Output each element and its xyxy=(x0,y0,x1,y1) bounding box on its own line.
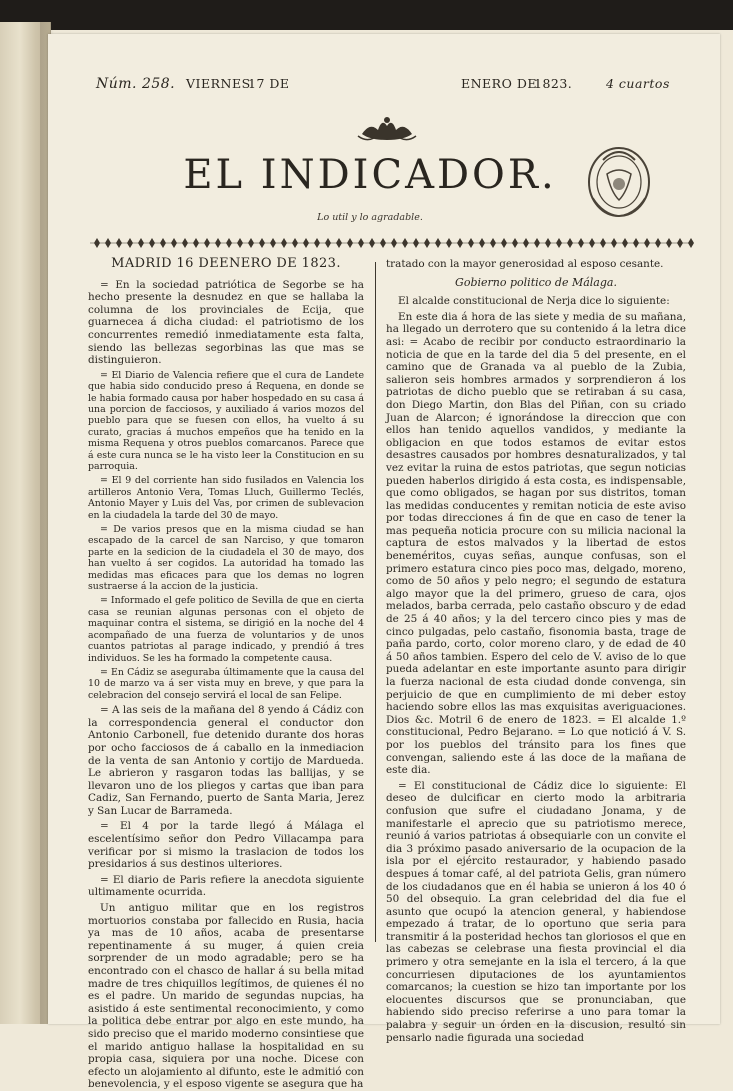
article-paragraph: El alcalde constitucional de Nerja dice lo siguiente: xyxy=(398,295,670,308)
issue-date: 17 DE xyxy=(248,76,290,91)
article-paragraph: = A las seis de la mañana del 8 yendo á Cádiz con la correspondencia general el conductor don Antonio Carbonell, fue detenido durante dos horas por ocho facciosos de á caballo en la inmediacion de la venta de san Antonio y cortijo de Mardueda. Le abrieron y rasgaron todas las ballijas, y se llevaron uno de los pliegos y cartas que iban para Cadiz, San Fernando, puerto de Santa Maria, Jerez y San Lucar de Barrameda. xyxy=(88,704,364,817)
fleuron-mark xyxy=(402,238,408,248)
fleuron-mark xyxy=(105,238,111,248)
article-paragraph: = En la sociedad patriótica de Segorbe se ha hecho presente la desnudez en que se hallaba la columna de los provinciales de Ecija, que guarnecea á dicha ciudad: el patriotismo de los concurrentes remedió inmediatamente esta falta, siendo las bellezas segorbinas las que mas se distinguieron. xyxy=(88,278,364,367)
fleuron-mark xyxy=(369,238,375,248)
article-paragraph: En este dia á hora de las siete y media de su mañana, ha llegado un derrotero que su contenido á la letra dice asi: = Acabo de recibir por conducto estraordinario la noticia de que en la tarde del dia 5 del presente, en el camino que de Granada va al pueblo de la Zubia, salieron seis hombres armados y sorprendieron á los patriotas de dicho pueblo que se retiraban á su casa, don Diego Martin, don Blas del Piñan, con su criado Juan de Alarcon; é ignorándose la direccion que con ellos han tenido aquellos vandidos, y mediante la obligacion en que todos estamos de evitar estos desastres causados por hombres desnaturalizados, y tal vez evitar la ruina de estos patriotas, que segun noticias pueden haberlos dirigido á esta costa, es indispensable, que como obligados, se hagan por sus distritos, toman las medidas conducentes y remitan noticia de este aviso por todas direcciones á fin de que en caso de tener la mas pequeña noticia procure con su milicia nacional la captura de estos malvados y la libertad de estos beneméritos, cuyas señas, aunque confusas, son el primero estatura cinco pies poco mas, delgado, moreno, como de 50 años y pelo negro; el segundo de estatura algo mayor que la del primero, grueso de cara, ojos melados, barba cerrada, pelo castaño obscuro y de edad de 25 á 40 años; y la del tercero cinco pies y mas de cinco pulgadas, pelo castaño, fisonomia basta, trage de paña pardo, corto, color moreno claro, y de edad de 40 á 50 años tambien. Espero del celo de V. aviso de lo que pueda adelantar en este importante asunto para dirigir la fuerza nacional de esta ciudad donde convenga, sin perjuicio de que en cumplimiento de mi deber estoy haciendo sobre ellos las mas exquisitas averiguaciones. Dios &c. Motril 6 de enero de 1823. = El alcalde 1.º constitucional, Pedro Bejarano. = Lo que notició á V. S. por los pueblos del tránsito para los fines que convengan, saliendo este á las doce de la mañana de este dia. xyxy=(386,310,686,777)
article-paragraph: = El 4 por la tarde llegó á Málaga el escelentísimo señor don Pedro Villacampa para verificar por si mismo la traslacion de todos los presidarios á sus destinos ulteriores. xyxy=(88,820,364,871)
fleuron-mark xyxy=(677,238,683,248)
fleuron-mark xyxy=(556,238,562,248)
fleuron-mark xyxy=(545,238,551,248)
fleuron-mark xyxy=(270,238,276,248)
fleuron-mark xyxy=(523,238,529,248)
article-paragraph: = De varios presos que en la misma ciudad se han escapado de la carcel de san Narciso, y que tomaron parte en la sedicion de la ciudadela el 30 de mayo, dos han vuelto á ser cogidos. La autoridad ha tomado las medidas mas eficaces para que los demas no logren sustraerse á la accion de la justicia. xyxy=(88,524,364,593)
fleuron-mark xyxy=(622,238,628,248)
fleuron-mark xyxy=(600,238,606,248)
right-column xyxy=(386,258,686,1044)
article-paragraph: = El constitucional de Cádiz dice lo siguiente: El deseo de dulcificar en cierto modo la arbitraria confusion que sufre el ciudadano Jonama, y de manifestarle el aprecio que su patriotismo merece, reunió á varios patriotas á obsequiarle con un convite el dia 3 próximo pasado aniversario de la ocupacion de la isla por el ejército restaurador, y habiendo pasado despues á tomar café, al del patriota Gelis, gran número de los ciudadanos que en él habia se unieron á los 40 ó 50 del obsequio. La gran celebridad del dia fue el asunto que ocupó la atencion general, y habiendose empezado á tratar, de lo oportuno que seria para transmitir á la posteridad hechos tan gloriosos el que en las cabezas se celebrase una fiesta provincial el dia primero y otra semejante en la isla el tercero, á la que concurriesen diputaciones de los ayuntamientos comarcanos; la cuestion se hizo tan importante por los elocuentes discursos que se pronunciaban, que habiendo sido preciso referirse a uno para tomar la palabra y seguir un órden en la discusion, resultó sin pensarlo nadie figurada una sociedad xyxy=(386,779,686,1044)
fleuron-mark xyxy=(336,238,342,248)
issue-month: ENERO DE xyxy=(461,76,537,91)
fleuron-mark xyxy=(501,238,507,248)
issue-day: VIERNES xyxy=(186,76,251,91)
fleuron-mark xyxy=(204,238,210,248)
dateline-headline: MADRID 16 DEENERO DE 1823. xyxy=(111,256,341,271)
fleuron-border xyxy=(90,236,690,250)
fleuron-mark xyxy=(567,238,573,248)
fleuron-mark xyxy=(281,238,287,248)
scan-background xyxy=(0,0,733,30)
fleuron-mark xyxy=(215,238,221,248)
fleuron-mark xyxy=(171,238,177,248)
fleuron-mark xyxy=(424,238,430,248)
article-paragraph: = En Cádiz se aseguraba últimamente que la causa del 10 de marzo va á ser vista muy en breve, y que para la celebracion del consejo servirá el local de san Felipe. xyxy=(88,666,364,701)
fleuron-mark xyxy=(259,238,265,248)
fleuron-mark xyxy=(314,238,320,248)
section-subhead: Gobierno politico de Málaga. xyxy=(455,275,617,289)
fleuron-mark xyxy=(391,238,397,248)
issue-year: 1823. xyxy=(534,76,573,91)
fleuron-mark xyxy=(611,238,617,248)
fleuron-mark xyxy=(303,238,309,248)
fleuron-mark xyxy=(589,238,595,248)
newspaper-motto: Lo util y lo agradable. xyxy=(317,212,423,223)
fleuron-mark xyxy=(116,238,122,248)
article-paragraph: = El 9 del corriente han sido fusilados en Valencia los artilleros Antonio Vera, Tomas Lluch, Guillermo Teclés, Antonio Mayer y Luis del Vas, por crimen de sublevacion en la ciudadela la tarde del 30 de mayo. xyxy=(88,475,364,521)
fleuron-mark xyxy=(325,238,331,248)
fleuron-mark xyxy=(237,238,243,248)
fleuron-mark xyxy=(479,238,485,248)
fleuron-mark xyxy=(149,238,155,248)
fleuron-mark xyxy=(435,238,441,248)
crown-ornament-icon xyxy=(356,112,418,146)
article-paragraph: = Informado el gefe politico de Sevilla de que en cierta casa se reunian algunas personas con el objeto de maquinar contra el sistema, se dirigió en la noche del 4 acompañado de una fuerza de voluntarios y de unos cuantos patriotas al parage indicado, y prendió á tres individuos. Se les ha formado la competente causa. xyxy=(88,595,364,664)
fleuron-mark xyxy=(644,238,650,248)
fleuron-mark xyxy=(446,238,452,248)
fleuron-mark xyxy=(160,238,166,248)
fleuron-mark xyxy=(138,238,144,248)
fleuron-mark xyxy=(380,238,386,248)
fleuron-mark xyxy=(94,238,100,248)
fleuron-mark xyxy=(127,238,133,248)
issue-number: Núm. 258. xyxy=(96,76,176,92)
issue-price: 4 cuartos xyxy=(606,76,670,91)
article-paragraph: = El diario de Paris refiere la anecdota siguiente ultimamente ocurrida. xyxy=(88,873,364,899)
fleuron-mark xyxy=(468,238,474,248)
fleuron-mark xyxy=(666,238,672,248)
fleuron-mark xyxy=(578,238,584,248)
fleuron-mark xyxy=(457,238,463,248)
fleuron-mark xyxy=(512,238,518,248)
fleuron-mark xyxy=(633,238,639,248)
column-divider xyxy=(375,262,376,942)
fleuron-mark xyxy=(534,238,540,248)
left-column xyxy=(88,256,364,1091)
article-paragraph: = El Diario de Valencia refiere que el cura de Landete que habia sido conducido preso á Requena, en donde se le habia formado causa por haber hospedado en su casa á una porcion de facciosos, y auxiliado á varios mozos del pueblo para que se fuesen con ellos, ha vuelto á su curato, gracias á muchos empeños que ha tenido en la misma Requena y otros pueblos comarcanos. Parece que á este cura nunca se le ha visto leer la Constitucion en su parroquia. xyxy=(88,369,364,472)
fleuron-mark xyxy=(182,238,188,248)
article-paragraph: Un antiguo militar que en los registros mortuorios constaba por fallecido en Rusia, hacia ya mas de 10 años, acaba de presentarse repentinamente á su muger, á quien creia sorprender de un modo agradable; pero se ha encontrado con el chasco de hallar á su bella mitad madre de tres chiquillos legítimos, de quienes él no es el padre. Un marido de segundas nupcias, ha asistido á este sentimental reconocimiento, y como la politica debe entrar por algo en este mundo, ha sido preciso que el marido moderno consintiese que el marido antiguo hallase la hospitalidad en su propia casa, siquiera por una noche. Dicese con efecto un alojamiento al difunto, este le admitió con benevolencia, y el esposo vigente se asegura que ha xyxy=(88,902,364,1091)
fleuron-mark xyxy=(248,238,254,248)
issue-meta xyxy=(96,76,686,98)
fleuron-mark xyxy=(413,238,419,248)
continued-text: tratado con la mayor generosidad al esposo cesante. xyxy=(386,258,664,270)
fleuron-mark xyxy=(226,238,232,248)
fleuron-mark xyxy=(347,238,353,248)
fleuron-mark xyxy=(292,238,298,248)
newspaper-title: EL INDICADOR. xyxy=(183,152,557,198)
fleuron-mark xyxy=(193,238,199,248)
fleuron-mark xyxy=(490,238,496,248)
fleuron-mark xyxy=(358,238,364,248)
fleuron-mark xyxy=(655,238,661,248)
